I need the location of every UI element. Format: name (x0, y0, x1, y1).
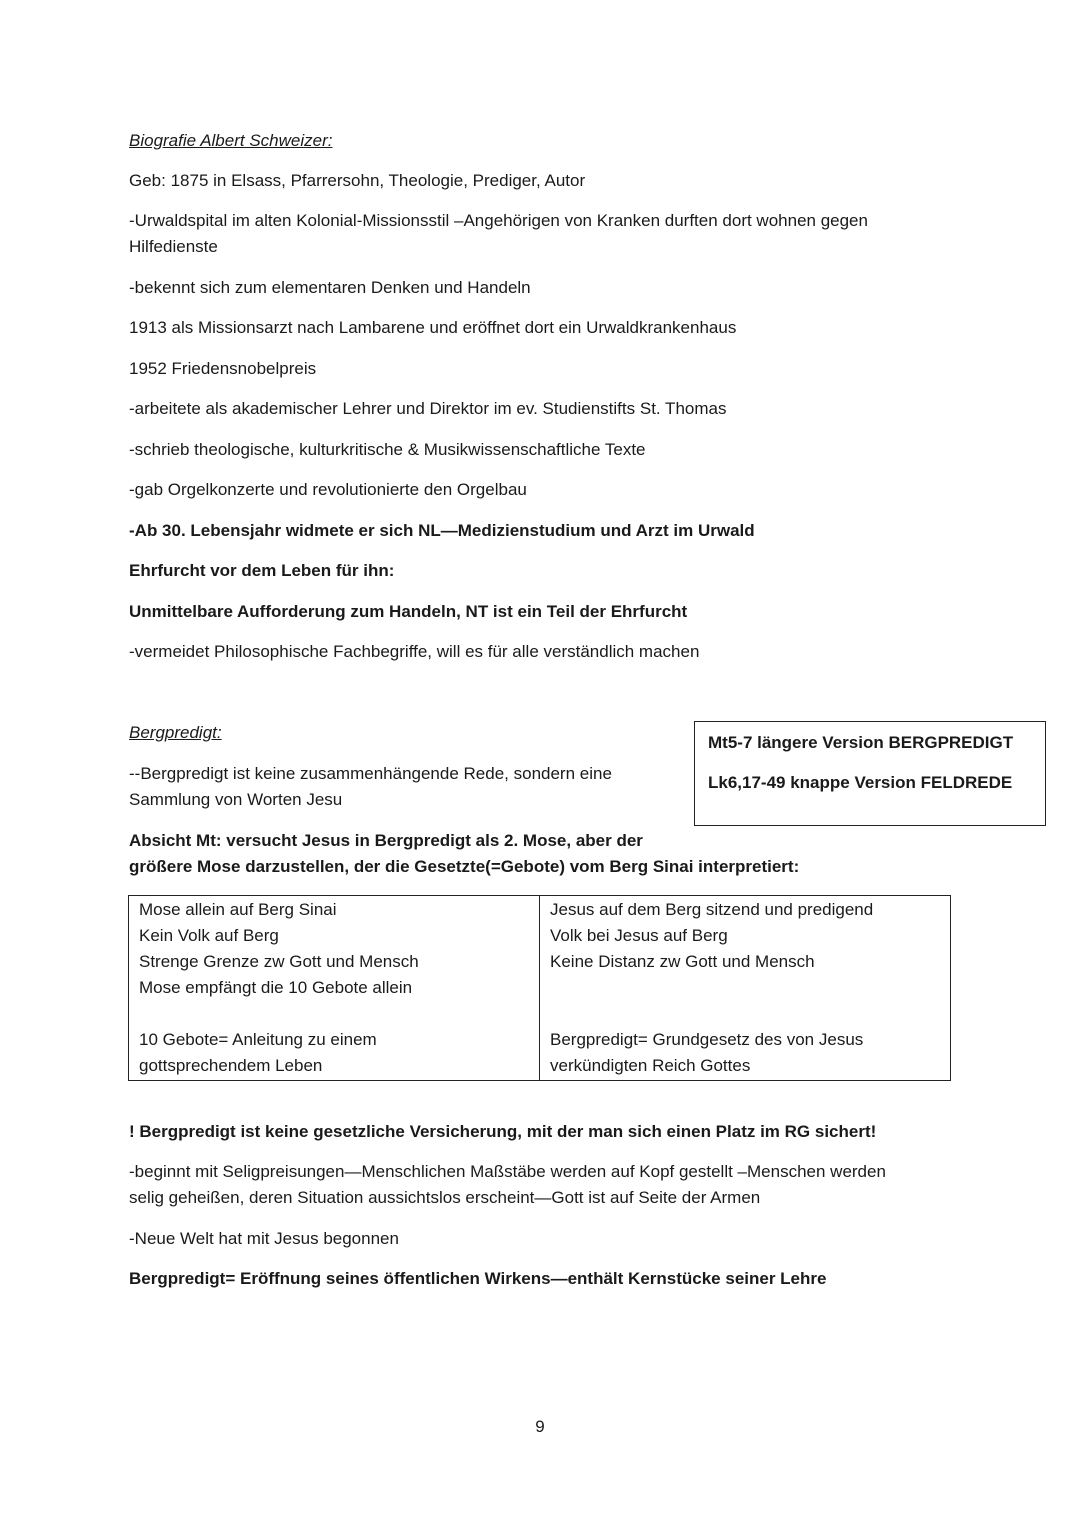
bio-line: -bekennt sich zum elementaren Denken und Handeln (129, 278, 531, 297)
table-cell-line: verkündigten Reich Gottes (550, 1056, 751, 1075)
berg-intro-line: Sammlung von Worten Jesu (129, 790, 343, 809)
bio-line: -schrieb theologische, kulturkritische & Musikwissenschaftliche Texte (129, 440, 646, 459)
bio-line-bold: Ehrfurcht vor dem Leben für ihn: (129, 561, 395, 580)
bio-line: Hilfedienste (129, 237, 218, 256)
box-line-matthew: Mt5-7 längere Version BERGPREDIGT (708, 733, 1014, 752)
table-cell-line: Bergpredigt= Grundgesetz des von Jesus (550, 1030, 864, 1049)
table-cell-line: 10 Gebote= Anleitung zu einem (139, 1030, 377, 1049)
berg-conclusion: Bergpredigt= Eröffnung seines öffentlichen Wirkens—enthält Kernstücke seiner Lehre (129, 1269, 827, 1288)
table-cell-jesus (540, 896, 951, 1081)
bio-line: -gab Orgelkonzerte und revolutionierte den Orgelbau (129, 480, 527, 499)
box-line-luke: Lk6,17-49 knappe Version FELDREDE (708, 773, 1013, 792)
bio-line: Geb: 1875 in Elsass, Pfarrersohn, Theologie, Prediger, Autor (129, 171, 586, 190)
table-cell-line: Kein Volk auf Berg (139, 926, 279, 945)
bio-line-bold: Unmittelbare Aufforderung zum Handeln, NT ist ein Teil der Ehrfurcht (129, 602, 688, 621)
table-cell-line: Mose allein auf Berg Sinai (139, 900, 337, 919)
berg-heading: Bergpredigt: (129, 723, 222, 742)
table-cell-line: Strenge Grenze zw Gott und Mensch (139, 952, 419, 971)
berg-absicht-line: größere Mose darzustellen, der die Gesetzte(=Gebote) vom Berg Sinai interpretiert: (129, 857, 800, 876)
bio-line: -Urwaldspital im alten Kolonial-Missionsstil –Angehörigen von Kranken durften dort wohnen gegen (129, 211, 868, 230)
table-cell-mose (129, 896, 540, 1081)
bio-line: -arbeitete als akademischer Lehrer und Direktor im ev. Studienstifts St. Thomas (129, 399, 727, 418)
comparison-table (128, 895, 951, 1081)
berg-warning: ! Bergpredigt ist keine gesetzliche Versicherung, mit der man sich einen Platz im RG sichert! (129, 1122, 877, 1141)
table-cell-line: Volk bei Jesus auf Berg (550, 926, 728, 945)
bio-line: 1913 als Missionsarzt nach Lambarene und eröffnet dort ein Urwaldkrankenhaus (129, 318, 737, 337)
bio-line: 1952 Friedensnobelpreis (129, 359, 317, 378)
berg-neue-welt: -Neue Welt hat mit Jesus begonnen (129, 1229, 399, 1248)
table-cell-line: Keine Distanz zw Gott und Mensch (550, 952, 815, 971)
table-cell-line: Mose empfängt die 10 Gebote allein (139, 978, 413, 997)
berg-selig-line: -beginnt mit Seligpreisungen—Menschlichen Maßstäbe werden auf Kopf gestellt –Menschen werden (129, 1162, 886, 1181)
table-cell-line: gottsprechendem Leben (139, 1056, 323, 1075)
berg-intro-line: --Bergpredigt ist keine zusammenhängende Rede, sondern eine (129, 764, 612, 783)
gospel-versions-box (694, 721, 1046, 826)
table-cell-line: Jesus auf dem Berg sitzend und predigend (550, 900, 874, 919)
bio-line-bold: -Ab 30. Lebensjahr widmete er sich NL—Medizienstudium und Arzt im Urwald (129, 521, 755, 540)
berg-selig-line: selig geheißen, deren Situation aussichtslos erscheint—Gott ist auf Seite der Armen (129, 1188, 761, 1207)
page-number: 9 (535, 1417, 545, 1436)
bio-heading: Biografie Albert Schweizer: (129, 131, 333, 150)
berg-absicht-line: Absicht Mt: versucht Jesus in Bergpredigt als 2. Mose, aber der (129, 831, 643, 850)
bio-line: -vermeidet Philosophische Fachbegriffe, will es für alle verständlich machen (129, 642, 700, 661)
